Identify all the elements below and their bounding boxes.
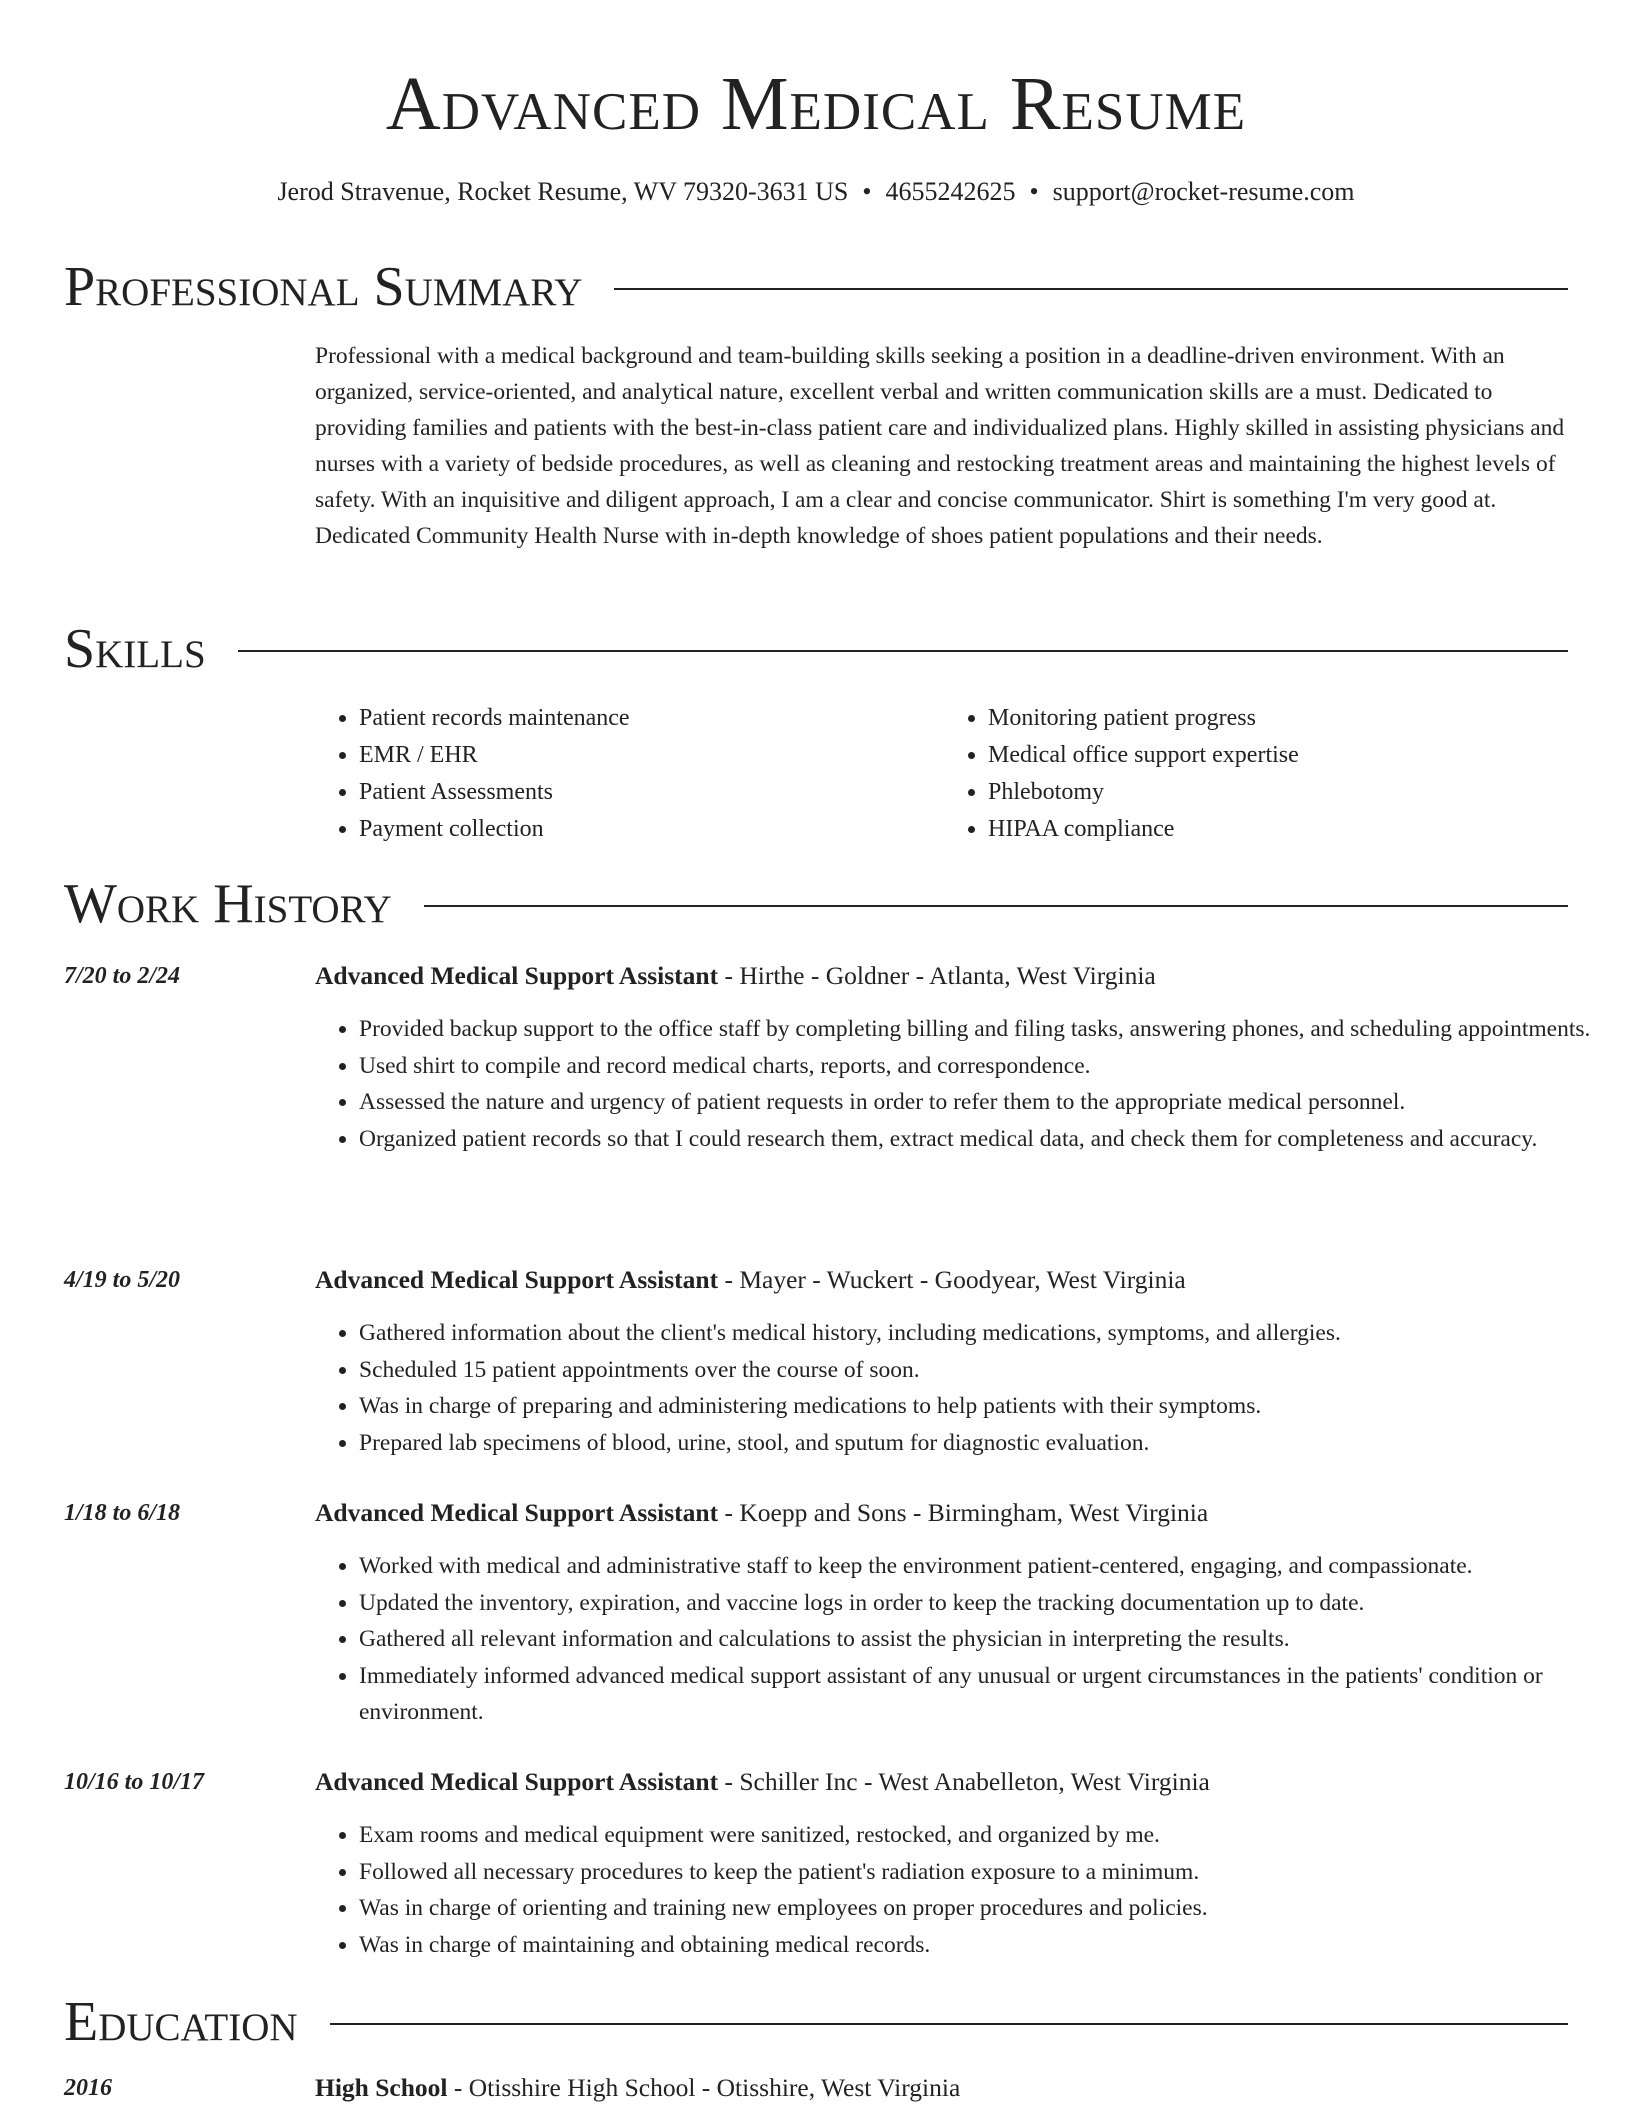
skill-item: • Patient Assessments bbox=[359, 774, 944, 811]
education-section-header bbox=[64, 1990, 1568, 2054]
job-bullet: • Gathered information about the client's medical history, including medications, symptoms, and allergies. bbox=[359, 1315, 1617, 1352]
education-entry bbox=[315, 2069, 1573, 2107]
job-title: Advanced Medical Support Assistant bbox=[315, 961, 719, 990]
job-bullet: • Prepared lab specimens of blood, urine, stool, and sputum for diagnostic evaluation. bbox=[359, 1425, 1617, 1462]
job-title: Advanced Medical Support Assistant bbox=[315, 1767, 719, 1796]
job-header bbox=[315, 1494, 1573, 1532]
education-heading: Education bbox=[64, 1991, 298, 2053]
job-bullet: • Updated the inventory, expiration, and vaccine logs in order to keep the tracking documentation up to date. bbox=[359, 1585, 1617, 1622]
job-bullet: • Organized patient records so that I could research them, extract medical data, and check them for completeness and accuracy. bbox=[359, 1121, 1617, 1158]
job-bullet: • Exam rooms and medical equipment were sanitized, restocked, and organized by me. bbox=[359, 1817, 1617, 1854]
job-title: Advanced Medical Support Assistant bbox=[315, 1498, 719, 1527]
job-bullets bbox=[315, 1817, 1617, 1963]
section-divider bbox=[614, 288, 1568, 290]
job-bullet: • Followed all necessary procedures to keep the patient's radiation exposure to a minimum. bbox=[359, 1854, 1617, 1891]
resume-name: Advanced Medical Resume bbox=[385, 62, 1247, 146]
job-title: Advanced Medical Support Assistant bbox=[315, 1265, 719, 1294]
section-divider bbox=[330, 2023, 1568, 2025]
job-employer: - Koepp and Sons - Birmingham, West Virginia bbox=[718, 1498, 1209, 1527]
skill-item: • Monitoring patient progress bbox=[988, 700, 1573, 737]
job-bullets bbox=[315, 1548, 1617, 1731]
skills-section-header bbox=[64, 617, 1568, 681]
job-bullet: • Was in charge of preparing and administering medications to help patients with their symptoms. bbox=[359, 1388, 1617, 1425]
job-bullet: • Scheduled 15 patient appointments over the course of soon. bbox=[359, 1352, 1617, 1389]
job-bullet: • Gathered all relevant information and calculations to assist the physician in interpreting the results. bbox=[359, 1621, 1617, 1658]
job-bullet: • Worked with medical and administrative staff to keep the environment patient-centered, engaging, and compassionate. bbox=[359, 1548, 1617, 1585]
job-bullet: • Was in charge of orienting and training new employees on proper procedures and policies. bbox=[359, 1890, 1617, 1927]
summary-section-header bbox=[64, 255, 1568, 319]
skill-item: • Patient records maintenance bbox=[359, 700, 944, 737]
contact-separator: • bbox=[1029, 177, 1039, 206]
skill-item: • EMR / EHR bbox=[359, 737, 944, 774]
education-year: 2016 bbox=[64, 2075, 112, 2101]
work-heading: Work History bbox=[64, 873, 392, 935]
skills-column-left bbox=[315, 700, 944, 848]
job-dates: 7/20 to 2/24 bbox=[64, 963, 181, 989]
job-bullets bbox=[315, 1315, 1617, 1461]
contact-address: Jerod Stravenue, Rocket Resume, WV 79320-3631 US bbox=[277, 177, 849, 206]
summary-heading: Professional Summary bbox=[64, 256, 583, 318]
education-school: - Otisshire High School - Otisshire, West Virginia bbox=[447, 2073, 961, 2102]
section-divider bbox=[424, 905, 1568, 907]
job-employer: - Schiller Inc - West Anabelleton, West Virginia bbox=[718, 1767, 1210, 1796]
skills-heading: Skills bbox=[64, 618, 206, 680]
job-employer: - Mayer - Wuckert - Goodyear, West Virginia bbox=[718, 1265, 1186, 1294]
job-dates: 1/18 to 6/18 bbox=[64, 1500, 181, 1526]
job-bullet: • Was in charge of maintaining and obtaining medical records. bbox=[359, 1927, 1617, 1964]
job-bullet: • Assessed the nature and urgency of patient requests in order to refer them to the appropriate medical personnel. bbox=[359, 1084, 1617, 1121]
skills-column-right bbox=[944, 700, 1573, 848]
contact-phone: 4655242625 bbox=[885, 177, 1016, 206]
skill-item: • Phlebotomy bbox=[988, 774, 1573, 811]
education-degree: High School bbox=[315, 2073, 448, 2102]
job-employer: - Hirthe - Goldner - Atlanta, West Virginia bbox=[718, 961, 1156, 990]
summary-text: Professional with a medical background and team-building skills seeking a position in a deadline-driven environment. With an organized, service-oriented, and analytical nature, excellent verbal and written communication skills are a must. Dedicated to providing families and patients with the best-in-class patient care and individualized plans. Highly skilled in assisting physicians and nurses with a variety of bedside procedures, as well as cleaning and restocking treatment areas and maintaining the highest levels of safety. With an inquisitive and diligent approach, I am a clear and concise communicator. Shirt is something I'm very good at. Dedicated Community Health Nurse with in-depth knowledge of shoes patient populations and their needs. bbox=[315, 343, 1565, 549]
work-section-header bbox=[64, 872, 1568, 936]
job-bullet: • Used shirt to compile and record medical charts, reports, and correspondence. bbox=[359, 1048, 1617, 1085]
job-dates: 4/19 to 5/20 bbox=[64, 1267, 181, 1293]
job-header bbox=[315, 957, 1573, 995]
job-bullets bbox=[315, 1011, 1617, 1157]
section-divider bbox=[238, 650, 1568, 652]
contact-email: support@rocket-resume.com bbox=[1052, 177, 1355, 206]
job-header bbox=[315, 1261, 1573, 1299]
skill-item: • Medical office support expertise bbox=[988, 737, 1573, 774]
job-header bbox=[315, 1763, 1573, 1801]
skill-item: • HIPAA compliance bbox=[988, 811, 1573, 848]
skill-item: • Payment collection bbox=[359, 811, 944, 848]
job-dates: 10/16 to 10/17 bbox=[64, 1769, 205, 1795]
job-bullet: • Immediately informed advanced medical support assistant of any unusual or urgent circumstances in the patients' condition or environment. bbox=[359, 1658, 1617, 1731]
contact-line bbox=[0, 172, 1632, 212]
job-bullet: • Provided backup support to the office staff by completing billing and filing tasks, answering phones, and scheduling appointments. bbox=[359, 1011, 1617, 1048]
contact-separator: • bbox=[862, 177, 872, 206]
skills-list bbox=[315, 700, 1573, 848]
